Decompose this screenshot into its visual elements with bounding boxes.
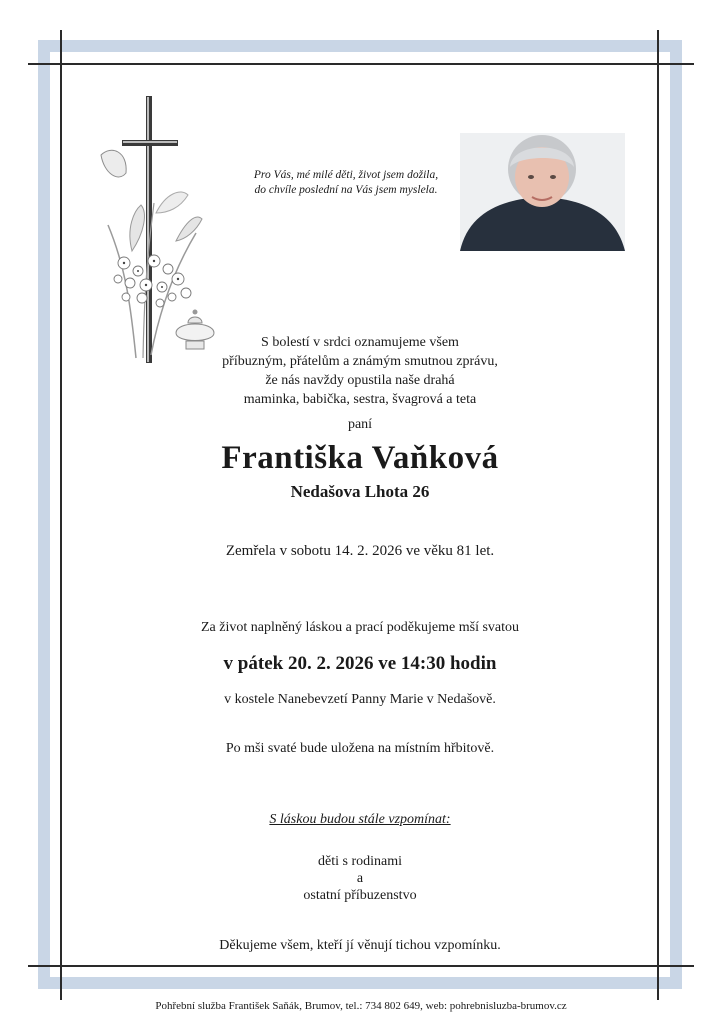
burial-info: Po mši svaté bude uložena na místním hřbitově. [225, 741, 495, 756]
frame-line-bottom [28, 965, 694, 967]
intro-line-2: příbuzným, přátelům a známým smutnou zprávu, [222, 354, 498, 369]
mass-intro: Za život naplněný láskou a prací poděkujeme mší svatou [200, 620, 520, 635]
frame-line-left [60, 30, 62, 1000]
portrait-photo [460, 133, 625, 251]
funeral-service-footer: Pohřební služba František Saňák, Brumov, tel.: 734 802 649, web: pohrebnisluzba-brumov.cz [155, 1000, 567, 1012]
mourners-line-2: a [356, 871, 364, 886]
mourners-list [130, 853, 590, 904]
announcement-intro [130, 333, 590, 409]
mass-location: v kostele Nanebevzetí Panny Marie v Nedašově. [224, 692, 496, 707]
closing-thanks: Děkujeme všem, kteří jí věnují tichou vzpomínku. [219, 938, 501, 953]
cross-flowers-icon [96, 93, 226, 368]
deceased-name: Františka Vaňková [221, 440, 499, 476]
deceased-address: Nedašova Lhota 26 [290, 482, 430, 501]
honorific: paní [347, 417, 373, 432]
frame-line-right [657, 30, 659, 1000]
frame-line-top [28, 63, 694, 65]
memorial-quote [236, 168, 456, 198]
frame-band-top [38, 40, 682, 52]
remember-heading: S láskou budou stále vzpomínat: [269, 812, 451, 827]
mourners-line-3: ostatní příbuzenstvo [303, 888, 417, 903]
death-notice: Zemřela v sobotu 14. 2. 2026 ve věku 81 let. [225, 543, 495, 559]
portrait-image [460, 133, 625, 251]
intro-line-3: že nás navždy opustila naše drahá [265, 373, 455, 388]
frame-band-bottom [38, 977, 682, 989]
intro-line-4: maminka, babička, sestra, švagrová a teta [243, 392, 477, 407]
frame-band-right [670, 40, 682, 989]
mass-datetime: v pátek 20. 2. 2026 ve 14:30 hodin [223, 653, 497, 674]
quote-line-1: Pro Vás, mé milé děti, život jsem dožila, [253, 169, 439, 181]
mourners-line-1: děti s rodinami [318, 854, 402, 869]
intro-line-1: S bolestí v srdci oznamujeme všem [261, 335, 459, 350]
frame-band-left [38, 40, 50, 989]
quote-line-2: do chvíle poslední na Vás jsem myslela. [254, 184, 438, 196]
